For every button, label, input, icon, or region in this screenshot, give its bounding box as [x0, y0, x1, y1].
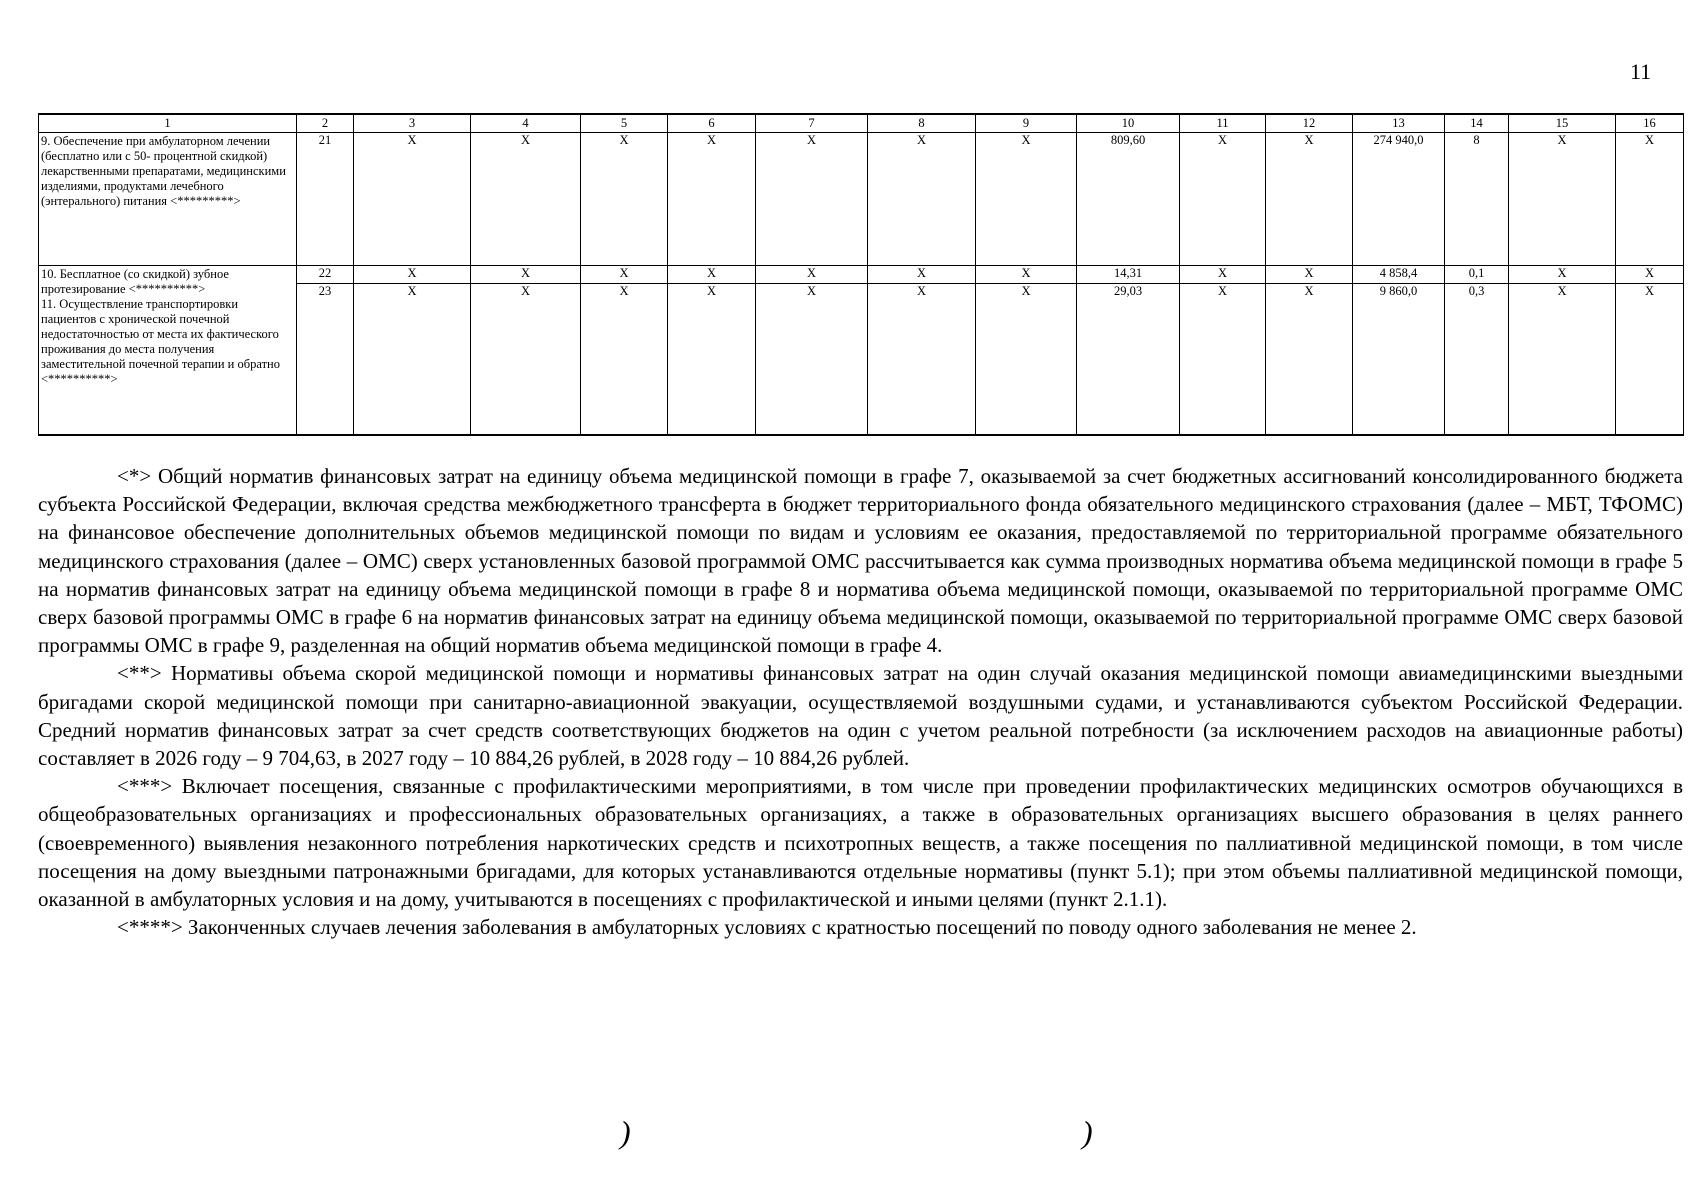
table-cell: X [668, 266, 756, 284]
footnote-2: <**> Нормативы объема скорой медицинской помощи и нормативы финансовых затрат на один случай оказания медицинской помощи авиамедицинскими выездными бригадами скорой медицинской помощи при санитарно-авиационной эвакуации, осуществляемой воздушными судами, и устанавливаются субъектом Российской Федерации. Средний норматив финансовых затрат за счет средств соответствующих бюджетов на один с учетом реальной потребности (за исключением расходов на авиационные работы) составляет в 2026 году – 9 704,63, в 2027 году – 10 884,26 рублей, в 2028 году – 10 884,26 рублей. [38, 661, 1683, 771]
column-number: 12 [1266, 114, 1353, 133]
table-cell: X [1616, 284, 1684, 436]
table-cell: X [1180, 133, 1266, 266]
table-cell: 0,3 [1445, 284, 1509, 436]
row-label-10: 10. Бесплатное (со скидкой) зубное протезирование <**********> [41, 267, 229, 296]
table-cell: X [471, 266, 581, 284]
table-cell: 4 858,4 [1353, 266, 1445, 284]
table-cell: X [1266, 133, 1353, 266]
table-cell: 23 [297, 284, 354, 436]
table-row [39, 133, 1684, 266]
page-number: 11 [1630, 59, 1652, 84]
table-cell: X [1509, 133, 1616, 266]
column-number: 15 [1509, 114, 1616, 133]
column-number: 5 [581, 114, 668, 133]
row-label-11: 11. Осуществление транспортировки пациентов с хронической почечной недостаточностью от места их фактического проживания до места получения заместительной почечной терапии и обратно <**********> [41, 297, 280, 386]
bracket-mark-right: ) [1082, 1114, 1093, 1150]
table-cell: X [1509, 266, 1616, 284]
table-cell: X [976, 266, 1077, 284]
footnote-4: <****> Законченных случаев лечения заболевания в амбулаторных условиях с кратностью посещений по поводу одного заболевания не менее 2. [117, 915, 1417, 940]
table-cell: X [581, 266, 668, 284]
table-cell: X [354, 284, 471, 436]
table-cell: X [668, 133, 756, 266]
table-cell: 274 940,0 [1353, 133, 1445, 266]
column-number: 6 [668, 114, 756, 133]
column-number: 10 [1077, 114, 1180, 133]
table-cell: X [581, 284, 668, 436]
column-number: 2 [297, 114, 354, 133]
table-cell: X [1180, 284, 1266, 436]
table-cell: X [868, 284, 976, 436]
table-cell: X [354, 266, 471, 284]
table-cell: X [756, 284, 868, 436]
table-row [39, 266, 1684, 284]
table-cell: X [581, 133, 668, 266]
table-cell: X [668, 284, 756, 436]
table-cell: X [1266, 284, 1353, 436]
table-cell: X [868, 266, 976, 284]
bracket-mark-left: ) [620, 1114, 631, 1150]
column-number: 14 [1445, 114, 1509, 133]
footnotes [38, 462, 1683, 941]
column-number: 9 [976, 114, 1077, 133]
table-cell: X [756, 266, 868, 284]
table-cell: X [976, 284, 1077, 436]
table-cell: X [976, 133, 1077, 266]
table-cell: X [1616, 266, 1684, 284]
column-number: 13 [1353, 114, 1445, 133]
table-cell: 0,1 [1445, 266, 1509, 284]
table-header-row [39, 114, 1684, 133]
table-cell: 29,03 [1077, 284, 1180, 436]
table-cell: 809,60 [1077, 133, 1180, 266]
table-cell: X [1616, 133, 1684, 266]
table-cell: X [354, 133, 471, 266]
column-number: 11 [1180, 114, 1266, 133]
column-number: 7 [756, 114, 868, 133]
column-number: 3 [354, 114, 471, 133]
table-cell: 8 [1445, 133, 1509, 266]
table-cell: 21 [297, 133, 354, 266]
table-cell: 22 [297, 266, 354, 284]
column-number: 1 [39, 114, 297, 133]
footnote-3: <***> Включает посещения, связанные с профилактическими мероприятиями, в том числе при проведении профилактических медицинских осмотров обучающихся в общеобразовательных организациях и профессиональных образовательных организациях, а также в образовательных организациях высшего образования в целях раннего (своевременного) выявления незаконного потребления наркотических средств и психотропных веществ, а также посещения по паллиативной медицинской помощи, в том числе посещения на дому выездными патронажными бригадами, для которых устанавливаются отдельные нормативы (пункт 5.1); при этом объемы паллиативной медицинской помощи, оказанной в амбулаторных условия и на дому, учитываются в посещениях с профилактической и иными целями (пункт 2.1.1). [38, 774, 1683, 912]
table-cell: X [868, 133, 976, 266]
table-cell: X [1509, 284, 1616, 436]
row-label: 9. Обеспечение при амбулаторном лечении (бесплатно или с 50- процентной скидкой) лекарственными препаратами, медицинскими изделиями, продуктами лечебного (энтерального) питания <*********> [39, 133, 297, 266]
table-cell: X [756, 133, 868, 266]
table-cell: 14,31 [1077, 266, 1180, 284]
footnote-1: <*> Общий норматив финансовых затрат на единицу объема медицинской помощи в графе 7, оказываемой за счет бюджетных ассигнований консолидированного бюджета субъекта Российской Федерации, включая средства межбюджетного трансферта в бюджет территориального фонда обязательного медицинского страхования (далее – МБТ, ТФОМС) на финансовое обеспечение дополнительных объемов медицинской помощи по видам и условиям ее оказания, предоставляемой по территориальной программе обязательного медицинского страхования (далее – ОМС) сверх установленных базовой программой ОМС рассчитывается как сумма производных норматива объема медицинской помощи в графе 5 на норматив финансовых затрат на единицу объема медицинской помощи в графе 8 и норматива объема медицинской помощи, оказываемой по территориальной программе ОМС сверх базовой программы ОМС в графе 6 на норматив финансовых затрат на единицу объема медицинской помощи, оказываемой по территориальной программе ОМС сверх базовой программы ОМС в графе 9, разделенная на общий норматив объема медицинской помощи в графе 4. [38, 464, 1683, 658]
table-cell: X [1180, 266, 1266, 284]
table-cell: 9 860,0 [1353, 284, 1445, 436]
data-table [38, 113, 1684, 436]
column-number: 8 [868, 114, 976, 133]
table-cell: X [471, 284, 581, 436]
column-number: 16 [1616, 114, 1684, 133]
row-label [39, 266, 297, 436]
table-cell: X [1266, 266, 1353, 284]
table-cell: X [471, 133, 581, 266]
column-number: 4 [471, 114, 581, 133]
